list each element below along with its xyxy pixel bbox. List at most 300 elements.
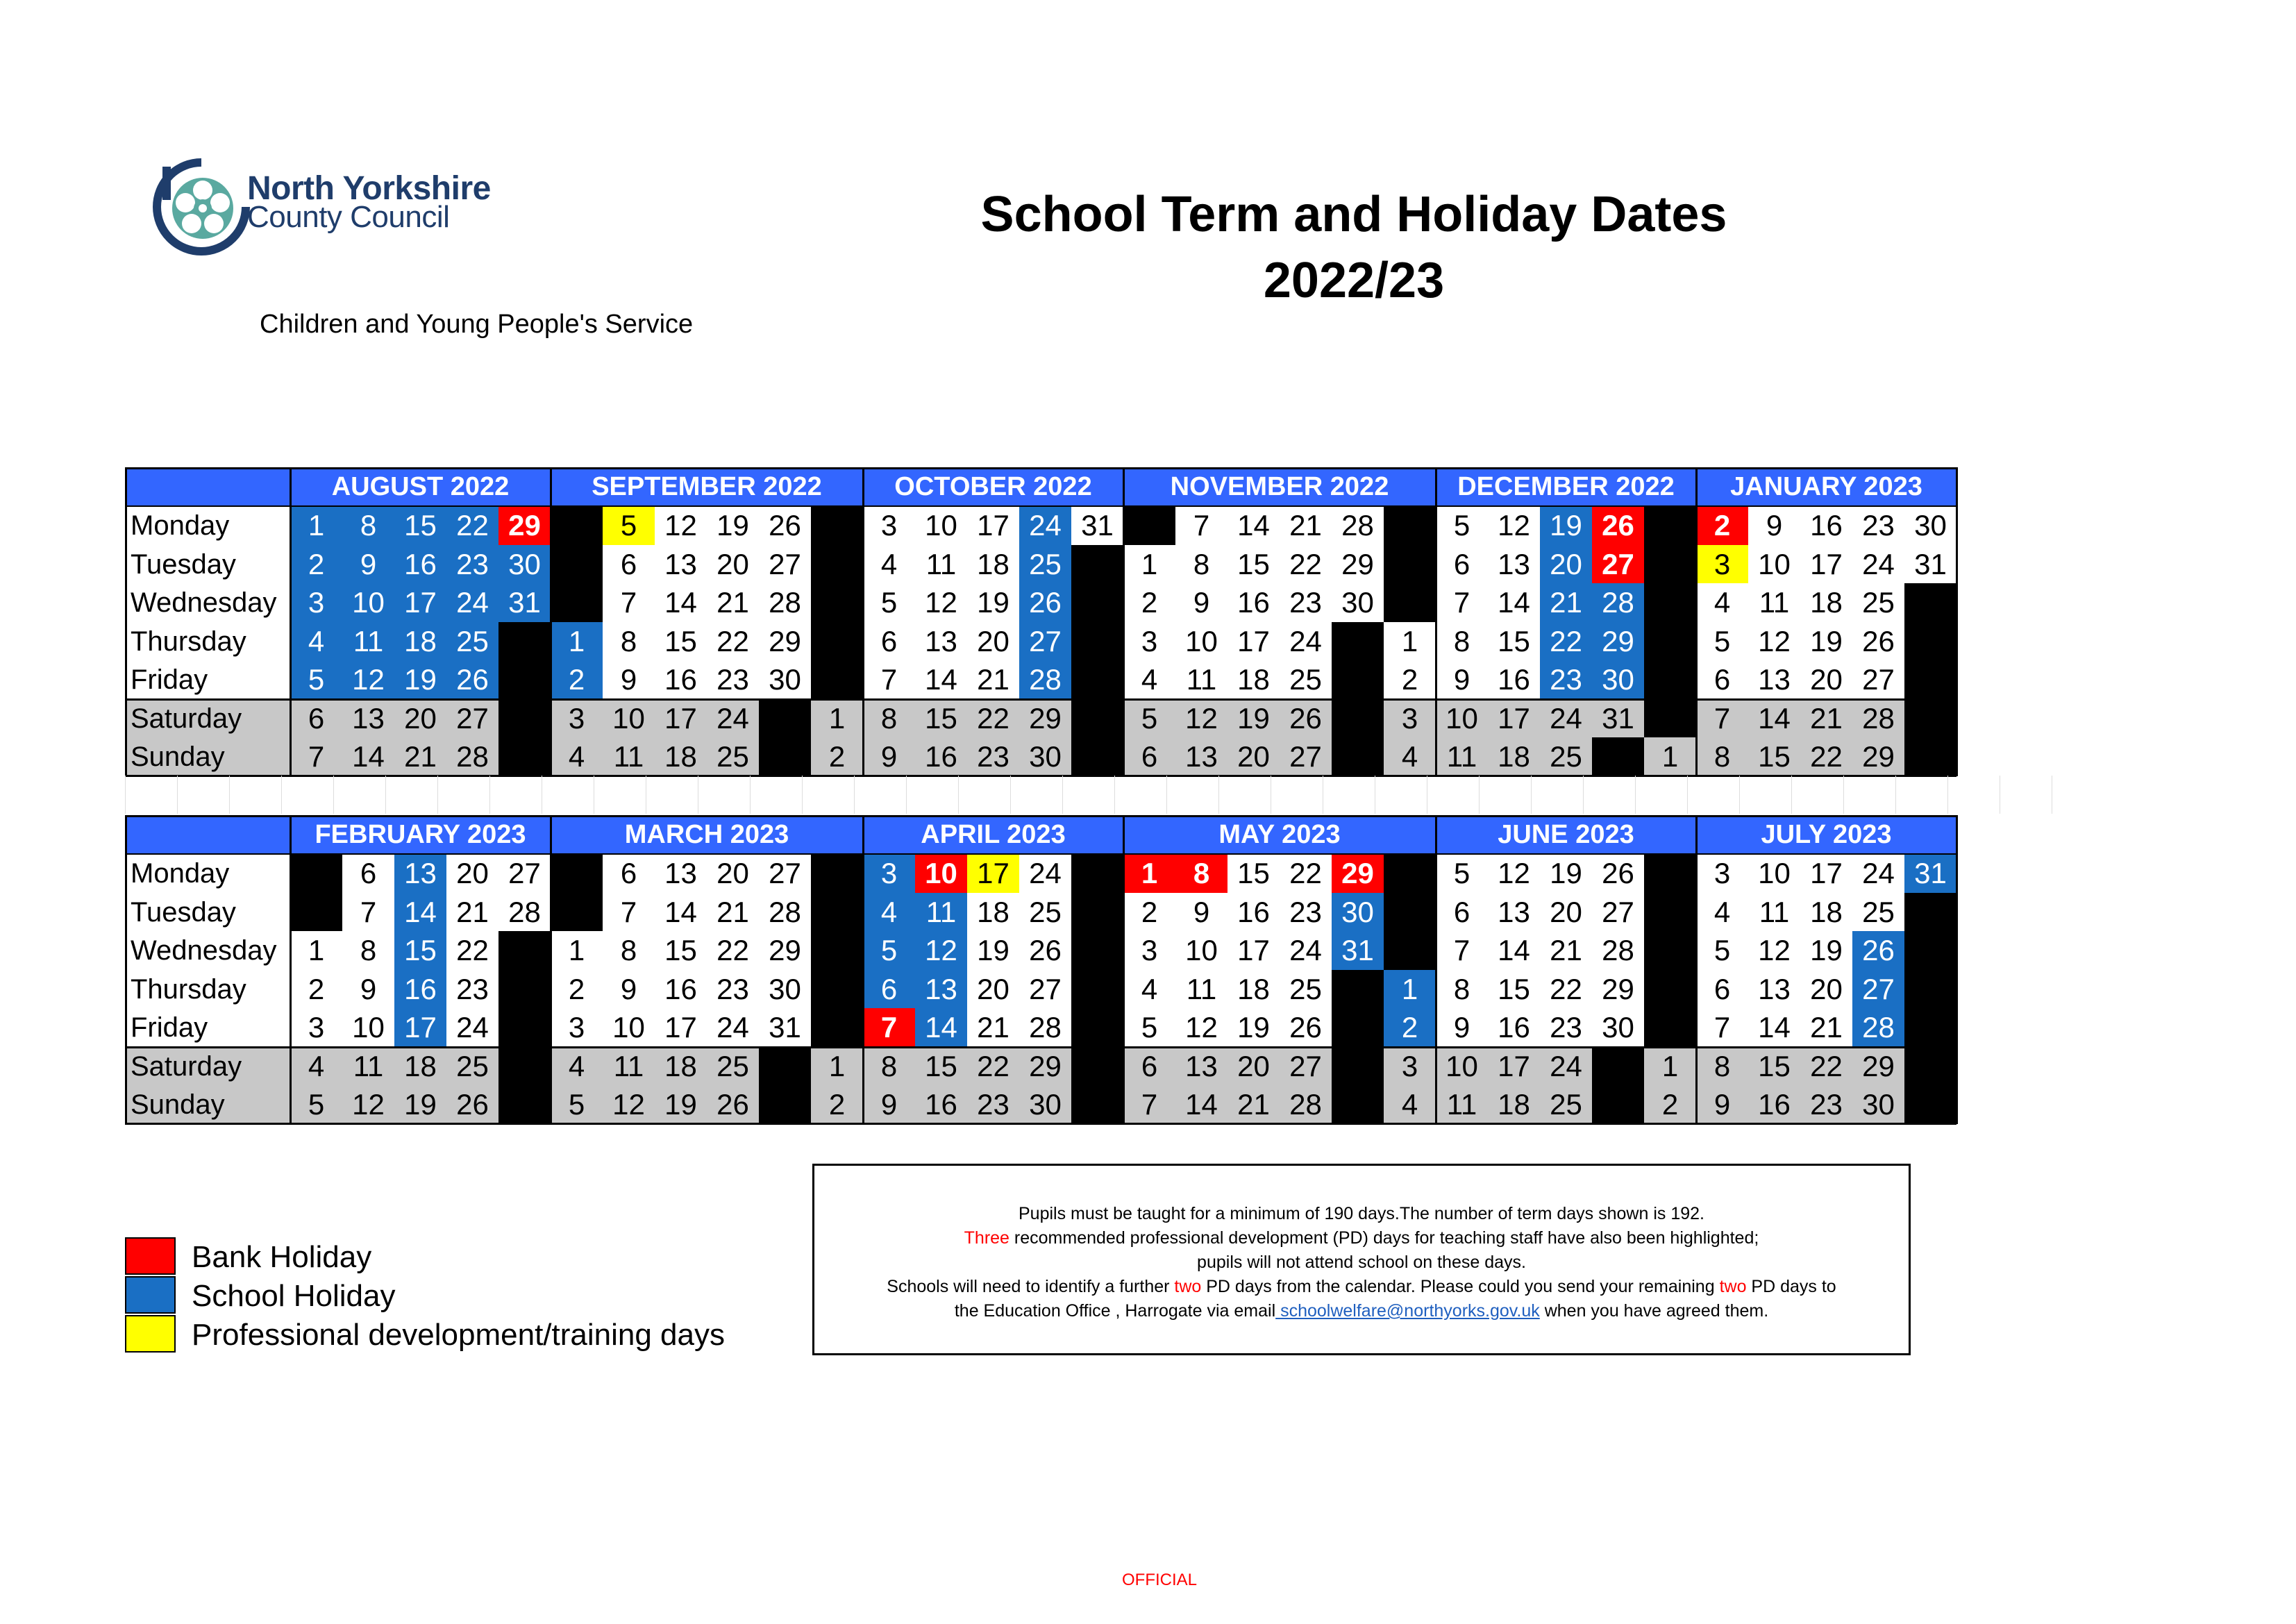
date-cell: 10 (342, 583, 394, 622)
date-cell: 4 (551, 1047, 603, 1086)
date-cell: 15 (655, 931, 707, 970)
date-cell: 30 (1592, 1008, 1644, 1047)
blank-day-cell (811, 893, 863, 932)
month-divider (1695, 467, 1698, 776)
blank-day-cell (1644, 893, 1696, 932)
date-cell: 14 (1175, 1085, 1227, 1124)
month-header: APRIL 2023 (863, 815, 1123, 854)
date-cell: 9 (863, 1085, 915, 1124)
blank-day-cell (1592, 1085, 1644, 1124)
date-cell: 21 (446, 893, 498, 932)
blank-day-cell (1644, 699, 1696, 738)
date-cell: 6 (1123, 1047, 1175, 1086)
date-cell: 15 (394, 506, 446, 545)
date-cell: 29 (1852, 737, 1904, 776)
blank-day-cell (498, 660, 551, 699)
date-cell: 26 (1280, 699, 1332, 738)
day-label-sunday: Sunday (125, 1085, 290, 1124)
date-cell: 29 (759, 622, 811, 661)
date-cell: 30 (1904, 506, 1956, 545)
date-cell: 14 (915, 1008, 967, 1047)
gap-cell (1427, 776, 1479, 814)
blank-day-cell (759, 1047, 811, 1086)
date-cell: 13 (342, 699, 394, 738)
date-cell: 8 (1696, 1047, 1748, 1086)
blank-day-cell (1644, 583, 1696, 622)
gap-cell (177, 776, 229, 814)
date-cell: 9 (342, 970, 394, 1009)
date-cell: 1 (551, 931, 603, 970)
date-cell: 2 (551, 970, 603, 1009)
date-cell: 4 (863, 545, 915, 584)
date-cell: 30 (1019, 1085, 1071, 1124)
date-cell: 28 (446, 737, 498, 776)
date-cell: 19 (1800, 622, 1852, 661)
blank-day-cell (498, 970, 551, 1009)
legend-label: School Holiday (192, 1279, 396, 1313)
month-divider (1435, 815, 1437, 1124)
date-cell: 29 (1592, 970, 1644, 1009)
blank-day-cell (1332, 737, 1384, 776)
month-header: SEPTEMBER 2022 (551, 467, 863, 506)
date-cell: 17 (1227, 622, 1280, 661)
gap-cell (542, 776, 594, 814)
legend-item-pd-days (125, 1315, 819, 1354)
date-cell: 24 (1540, 699, 1592, 738)
date-cell: 18 (1800, 893, 1852, 932)
date-cell: 5 (863, 583, 915, 622)
blank-day-cell (1384, 931, 1436, 970)
date-cell: 7 (1175, 506, 1227, 545)
legend-label: Professional development/training days (192, 1318, 726, 1352)
date-cell: 20 (967, 970, 1019, 1009)
blank-day-cell (1384, 893, 1436, 932)
blank-day-cell (1644, 931, 1696, 970)
date-cell: 17 (394, 1008, 446, 1047)
date-cell: 24 (1019, 854, 1071, 893)
gap-cell (1062, 776, 1114, 814)
date-cell: 11 (1436, 1085, 1488, 1124)
date-cell: 22 (1540, 970, 1592, 1009)
date-cell: 28 (1019, 660, 1071, 699)
date-cell: 23 (707, 660, 759, 699)
date-cell: 13 (915, 622, 967, 661)
date-cell: 1 (1123, 545, 1175, 584)
day-label-monday: Monday (125, 854, 290, 893)
date-cell: 22 (1800, 1047, 1852, 1086)
date-cell: 8 (342, 931, 394, 970)
date-cell: 20 (1800, 660, 1852, 699)
date-cell: 25 (1019, 545, 1071, 584)
date-cell: 25 (446, 622, 498, 661)
date-cell: 3 (863, 854, 915, 893)
date-cell: 13 (915, 970, 967, 1009)
date-cell: 16 (655, 660, 707, 699)
blank-day-cell (1904, 583, 1956, 622)
date-cell: 6 (603, 545, 655, 584)
blank-day-cell (1071, 660, 1123, 699)
notes-text: PD days from the calendar. Please could you send your remaining (1201, 1277, 1720, 1296)
date-cell: 7 (863, 660, 915, 699)
date-cell: 24 (1280, 931, 1332, 970)
date-cell: 3 (1384, 1047, 1436, 1086)
date-cell: 14 (1488, 931, 1540, 970)
gap-cell (1583, 776, 1635, 814)
date-cell: 12 (1488, 854, 1540, 893)
date-cell: 16 (394, 545, 446, 584)
date-cell: 10 (1175, 931, 1227, 970)
row-rule (125, 853, 1956, 855)
date-cell: 21 (1540, 931, 1592, 970)
month-header: DECEMBER 2022 (1436, 467, 1696, 506)
legend-swatch-blue (125, 1276, 176, 1314)
date-cell: 3 (290, 583, 342, 622)
official-marking: OFFICIAL (1121, 1571, 1197, 1589)
blank-day-cell (498, 1047, 551, 1086)
date-cell: 7 (1436, 583, 1488, 622)
date-cell: 14 (1227, 506, 1280, 545)
day-label-monday: Monday (125, 506, 290, 545)
blank-day-cell (811, 931, 863, 970)
date-cell: 13 (1488, 545, 1540, 584)
date-cell: 22 (967, 1047, 1019, 1086)
date-cell: 9 (863, 737, 915, 776)
date-cell: 18 (394, 1047, 446, 1086)
gap-cell (1479, 776, 1531, 814)
blank-day-cell (811, 970, 863, 1009)
date-cell: 24 (446, 1008, 498, 1047)
blank-day-cell (1904, 893, 1956, 932)
notes-line (814, 1299, 1909, 1323)
blank-day-cell (811, 545, 863, 584)
date-cell: 8 (1696, 737, 1748, 776)
date-cell: 7 (1696, 699, 1748, 738)
gap-cell (1218, 776, 1271, 814)
date-cell: 18 (1488, 1085, 1540, 1124)
date-cell: 4 (551, 737, 603, 776)
date-cell: 27 (1852, 970, 1904, 1009)
date-cell: 19 (1227, 699, 1280, 738)
date-cell: 22 (1540, 622, 1592, 661)
blank-day-cell (1904, 970, 1956, 1009)
blank-day-cell (1904, 737, 1956, 776)
date-cell: 26 (1592, 854, 1644, 893)
date-cell: 19 (1800, 931, 1852, 970)
date-cell: 8 (1175, 854, 1227, 893)
date-cell: 2 (1384, 1008, 1436, 1047)
date-cell: 29 (498, 506, 551, 545)
month-divider (1435, 467, 1437, 776)
date-cell: 21 (1280, 506, 1332, 545)
date-cell: 20 (1227, 1047, 1280, 1086)
date-cell: 1 (1644, 1047, 1696, 1086)
notes-line: Pupils must be taught for a minimum of 190 days.The number of term days shown is 192. (1019, 1204, 1704, 1223)
blank-day-cell (1644, 854, 1696, 893)
date-cell: 9 (1436, 660, 1488, 699)
date-cell: 21 (394, 737, 446, 776)
blank-day-cell (551, 506, 603, 545)
date-cell: 18 (967, 545, 1019, 584)
date-cell: 17 (655, 1008, 707, 1047)
blank-day-cell (1644, 1008, 1696, 1047)
date-cell: 26 (1592, 506, 1644, 545)
date-cell: 7 (603, 583, 655, 622)
date-cell: 17 (1488, 699, 1540, 738)
date-cell: 6 (1696, 660, 1748, 699)
date-cell: 16 (915, 737, 967, 776)
gap-cell (1166, 776, 1218, 814)
date-cell: 9 (1175, 583, 1227, 622)
date-cell: 28 (1592, 931, 1644, 970)
date-cell: 19 (707, 506, 759, 545)
date-cell: 30 (498, 545, 551, 584)
gap-cell (698, 776, 750, 814)
date-cell: 16 (1488, 660, 1540, 699)
date-cell: 10 (915, 506, 967, 545)
date-cell: 22 (446, 506, 498, 545)
month-divider (1695, 815, 1698, 1124)
date-cell: 31 (759, 1008, 811, 1047)
blank-day-cell (1592, 737, 1644, 776)
date-cell: 25 (1540, 737, 1592, 776)
date-cell: 28 (1332, 506, 1384, 545)
date-cell: 27 (446, 699, 498, 738)
month-divider (1956, 467, 1958, 776)
row-rule (125, 505, 1956, 507)
calendar-gap-row (125, 776, 2104, 814)
gap-cell (646, 776, 698, 814)
blank-day-cell (498, 699, 551, 738)
date-cell: 26 (1019, 931, 1071, 970)
date-cell: 24 (1019, 506, 1071, 545)
date-cell: 2 (811, 737, 863, 776)
date-cell: 11 (603, 737, 655, 776)
blank-day-cell (1071, 893, 1123, 932)
date-cell: 15 (1488, 970, 1540, 1009)
date-cell: 2 (1123, 893, 1175, 932)
blank-day-cell (811, 660, 863, 699)
date-cell: 13 (655, 854, 707, 893)
date-cell: 1 (811, 699, 863, 738)
date-cell: 19 (1540, 506, 1592, 545)
date-cell: 11 (915, 893, 967, 932)
date-cell: 8 (1175, 545, 1227, 584)
date-cell: 4 (1696, 893, 1748, 932)
row-rule (125, 1123, 1956, 1125)
date-cell: 23 (1540, 1008, 1592, 1047)
blank-day-cell (811, 1008, 863, 1047)
gap-cell (1323, 776, 1375, 814)
date-cell: 17 (1227, 931, 1280, 970)
date-cell: 3 (1123, 622, 1175, 661)
date-cell: 30 (759, 970, 811, 1009)
date-cell: 23 (1540, 660, 1592, 699)
date-cell: 5 (603, 506, 655, 545)
email-link[interactable]: schoolwelfare@northyorks.gov.uk (1275, 1301, 1540, 1321)
date-cell: 29 (1332, 545, 1384, 584)
blank-day-cell (498, 931, 551, 970)
day-label-sunday: Sunday (125, 737, 290, 776)
gap-cell (1375, 776, 1427, 814)
date-cell: 10 (915, 854, 967, 893)
date-cell: 9 (603, 970, 655, 1009)
date-cell: 4 (1384, 737, 1436, 776)
date-cell: 21 (967, 1008, 1019, 1047)
date-cell: 26 (707, 1085, 759, 1124)
notes-red-text: two (1174, 1277, 1202, 1296)
day-label-tuesday: Tuesday (125, 545, 290, 584)
month-divider (862, 467, 864, 776)
date-cell: 6 (290, 699, 342, 738)
date-cell: 25 (707, 737, 759, 776)
gap-cell (2000, 776, 2052, 814)
date-cell: 22 (1800, 737, 1852, 776)
date-cell: 25 (1540, 1085, 1592, 1124)
page-title: School Term and Holiday Dates (980, 187, 1727, 242)
date-cell: 27 (1592, 545, 1644, 584)
date-cell: 13 (1175, 737, 1227, 776)
date-cell: 24 (446, 583, 498, 622)
date-cell: 12 (1175, 1008, 1227, 1047)
gap-cell (802, 776, 854, 814)
gap-cell (750, 776, 802, 814)
date-cell: 18 (1488, 737, 1540, 776)
date-cell: 27 (1280, 737, 1332, 776)
date-cell: 21 (1540, 583, 1592, 622)
date-cell: 31 (1071, 506, 1123, 545)
calendar-block-spring-summer (125, 815, 1953, 1122)
date-cell: 19 (655, 1085, 707, 1124)
blank-day-cell (1904, 660, 1956, 699)
date-cell: 4 (863, 893, 915, 932)
date-cell: 17 (394, 583, 446, 622)
date-cell: 19 (967, 931, 1019, 970)
date-cell: 14 (1748, 699, 1800, 738)
notes-text: recommended professional development (PD) days for teaching staff have also been highlighted; (1009, 1228, 1759, 1248)
date-cell: 9 (342, 545, 394, 584)
date-cell: 31 (1592, 699, 1644, 738)
date-cell: 8 (1436, 970, 1488, 1009)
month-divider (290, 467, 292, 776)
blank-day-cell (551, 583, 603, 622)
blank-day-cell (1904, 931, 1956, 970)
date-cell: 11 (1175, 970, 1227, 1009)
date-cell: 16 (655, 970, 707, 1009)
date-cell: 28 (1592, 583, 1644, 622)
row-rule (125, 1046, 1956, 1048)
gap-cell (594, 776, 646, 814)
blank-day-cell (1384, 583, 1436, 622)
date-cell: 12 (342, 660, 394, 699)
date-cell: 20 (967, 622, 1019, 661)
date-cell: 9 (1696, 1085, 1748, 1124)
date-cell: 28 (498, 893, 551, 932)
date-cell: 7 (1696, 1008, 1748, 1047)
date-cell: 21 (707, 893, 759, 932)
date-cell: 4 (1696, 583, 1748, 622)
date-cell: 4 (290, 622, 342, 661)
date-cell: 30 (1592, 660, 1644, 699)
month-header: AUGUST 2022 (290, 467, 551, 506)
date-cell: 19 (967, 583, 1019, 622)
date-cell: 3 (551, 1008, 603, 1047)
date-cell: 5 (1123, 699, 1175, 738)
legend-item-bank-holiday (125, 1237, 819, 1276)
date-cell: 23 (707, 970, 759, 1009)
blank-day-cell (1332, 699, 1384, 738)
date-cell: 23 (446, 545, 498, 584)
blank-day-cell (1071, 1085, 1123, 1124)
date-cell: 11 (342, 622, 394, 661)
blank-day-cell (1384, 506, 1436, 545)
date-cell: 29 (759, 931, 811, 970)
legend-swatch-yellow (125, 1315, 176, 1353)
date-cell: 13 (1748, 970, 1800, 1009)
date-cell: 12 (1488, 506, 1540, 545)
month-divider (1123, 467, 1125, 776)
date-cell: 15 (1748, 1047, 1800, 1086)
date-cell: 15 (915, 699, 967, 738)
date-cell: 2 (290, 970, 342, 1009)
blank-day-cell (1904, 622, 1956, 661)
date-cell: 19 (1540, 854, 1592, 893)
date-cell: 10 (1748, 545, 1800, 584)
date-cell: 20 (707, 854, 759, 893)
date-cell: 3 (551, 699, 603, 738)
date-cell: 29 (1019, 1047, 1071, 1086)
date-cell: 1 (551, 622, 603, 661)
day-label-friday: Friday (125, 1008, 290, 1047)
gap-cell (333, 776, 385, 814)
date-cell: 14 (655, 893, 707, 932)
date-cell: 18 (967, 893, 1019, 932)
date-cell: 11 (1436, 737, 1488, 776)
date-cell: 23 (967, 1085, 1019, 1124)
date-cell: 23 (446, 970, 498, 1009)
notes-line (814, 1275, 1909, 1299)
date-cell: 23 (1800, 1085, 1852, 1124)
month-divider (1123, 815, 1125, 1124)
date-cell: 13 (1175, 1047, 1227, 1086)
date-cell: 17 (1800, 854, 1852, 893)
date-cell: 30 (1019, 737, 1071, 776)
blank-day-cell (1071, 583, 1123, 622)
gap-cell (437, 776, 489, 814)
gap-cell (854, 776, 906, 814)
gap-cell (1010, 776, 1062, 814)
row-rule (125, 698, 1956, 701)
date-cell: 21 (1800, 1008, 1852, 1047)
date-cell: 9 (1748, 506, 1800, 545)
date-cell: 2 (1696, 506, 1748, 545)
date-cell: 28 (759, 583, 811, 622)
gap-cell (1635, 776, 1687, 814)
date-cell: 1 (1384, 622, 1436, 661)
date-cell: 18 (655, 737, 707, 776)
service-name: Children and Young People's Service (260, 310, 694, 339)
gap-cell (125, 776, 177, 814)
date-cell: 12 (603, 1085, 655, 1124)
date-cell: 7 (290, 737, 342, 776)
date-cell: 11 (915, 545, 967, 584)
notes-text: Schools will need to identify a further (887, 1277, 1175, 1296)
date-cell: 1 (1123, 854, 1175, 893)
date-cell: 1 (290, 506, 342, 545)
day-label-thursday: Thursday (125, 622, 290, 661)
date-cell: 27 (1019, 622, 1071, 661)
date-cell: 18 (655, 1047, 707, 1086)
date-cell: 20 (707, 545, 759, 584)
